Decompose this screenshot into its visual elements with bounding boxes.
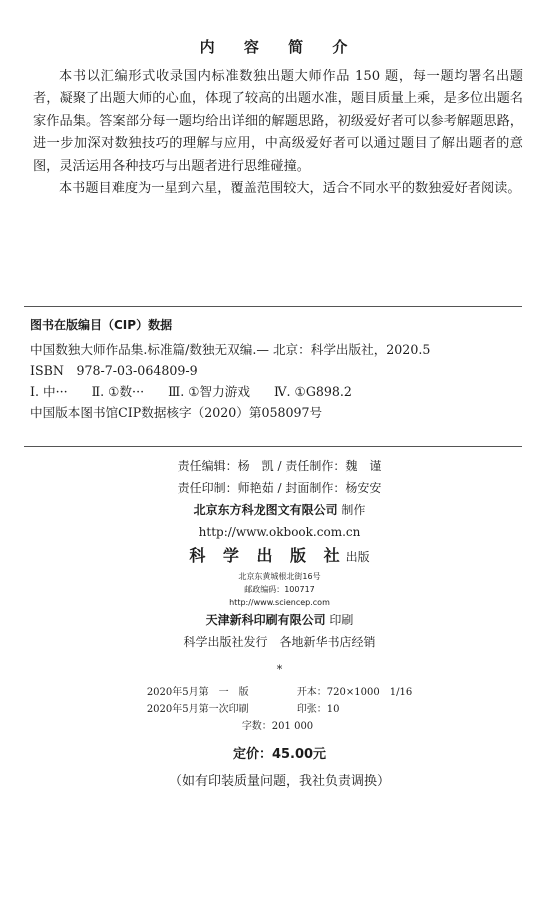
printer-line — [0, 609, 559, 631]
cip-heading: 图书在版编目（CIP）数据 — [30, 318, 173, 332]
cip-class-3: Ⅲ. ①智力游戏 — [168, 384, 250, 399]
distribution-line: 科学出版社发行 各地新华书店经销 — [183, 635, 376, 649]
editor-line: 责任编辑：杨 凯 / 责任制作：魏 谨 — [177, 459, 382, 473]
cip-number: 中国版本图书馆CIP数据核字（2020）第058097号 — [30, 405, 323, 420]
publisher-address: 北京东黄城根北街16号 — [238, 572, 321, 581]
publisher-url: http://www.sciencep.com — [229, 598, 330, 607]
cip-section — [30, 316, 524, 423]
producer-suffix: 制作 — [341, 503, 366, 517]
producer-url: http://www.okbook.com.cn — [198, 525, 361, 539]
cip-isbn: ISBN 978-7-03-064809-9 — [30, 363, 198, 378]
quality-notice: （如有印装质量问题，我社负责调换） — [168, 774, 390, 789]
sheets: 印张：10 — [296, 704, 340, 715]
page-title: 内 容 简 介 — [199, 38, 360, 56]
producer-name: 北京东方科龙图文有限公司 — [193, 503, 338, 517]
separator-star: * — [276, 663, 283, 676]
cip-class-2: Ⅱ. ①数··· — [91, 384, 145, 399]
cip-classification — [30, 381, 524, 402]
edition-block — [147, 684, 412, 735]
price: 定价：45.00元 — [232, 747, 327, 762]
intro-section — [33, 66, 523, 200]
printer-suffix: 印刷 — [329, 613, 354, 627]
printer-staff-line: 责任印制：师艳茹 / 封面制作：杨安安 — [177, 481, 382, 495]
publisher-postcode: 邮政编码：100717 — [244, 585, 315, 594]
print-date: 2020年5月第一次印刷 — [146, 704, 249, 715]
cip-class-4: Ⅳ. ①G898.2 — [273, 384, 352, 399]
publisher-suffix: 出版 — [345, 550, 370, 564]
divider-top — [24, 306, 522, 307]
cip-record: 中国数独大师作品集.标准篇/数独无双编.— 北京：科学出版社，2020.5 — [30, 342, 431, 357]
format: 开本：720×1000 1/16 — [296, 687, 413, 698]
edition-date: 2020年5月第 一 版 — [146, 687, 249, 698]
publisher-line — [0, 543, 559, 570]
intro-paragraph-1: 本书以汇编形式收录国内标准数独出题大师作品 150 题，每一题均署名出题者，凝聚了出题大师的心血，体现了较高的出题水准，题目质量上乘，是多位出题名家作品集。答案部分每一题均给出详细的解题思路，初级爱好者可以参考解题思路，进一步加深对数独技巧的理解与应用，中高级爱好者可以通过题目了解出题者的意图，灵活运用各种技巧与出题者进行思维碰撞。 — [33, 69, 523, 174]
cip-class-1: Ⅰ. 中··· — [30, 384, 68, 399]
intro-paragraph-2: 本书题目难度为一星到六星，覆盖范围较大，适合不同水平的数独爱好者阅读。 — [59, 181, 521, 197]
word-count: 字数：201 000 — [241, 721, 314, 732]
producer-line — [0, 499, 559, 521]
publisher-logo: 科 学 出 版 社 — [189, 546, 346, 565]
printer-name: 天津新科印刷有限公司 — [205, 613, 326, 627]
divider-bottom — [24, 446, 522, 447]
credits-section — [0, 455, 559, 789]
